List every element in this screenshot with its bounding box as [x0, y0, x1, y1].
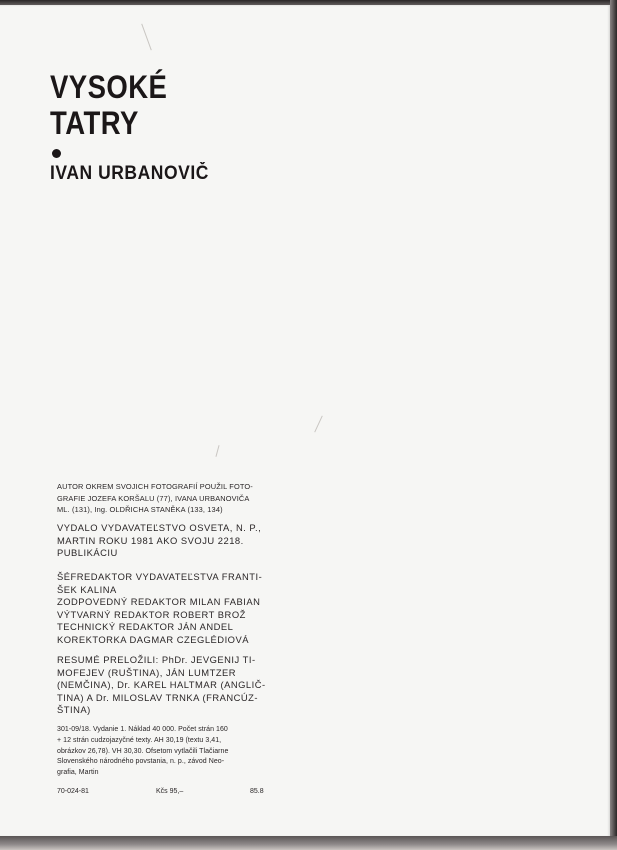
editors-list: ŠÉFREDAKTOR VYDAVATEĽSTVA FRANTI- ŠEK KALINA ZODPOVEDNÝ REDAKTOR MILAN FABIAN VÝTVARNÝ REDAKTOR ROBERT BROŽ TECHNICKÝ REDAKTOR JÁN ANDEL KOREKTORKA DAGMAR CZEGLÉDIOVÁ	[57, 571, 263, 645]
bullet-dot	[52, 149, 61, 158]
price: Kčs 95,–	[156, 788, 184, 795]
book-author: IVAN URBANOVIČ	[50, 163, 209, 184]
scratch-mark	[215, 445, 219, 457]
publisher-info: VYDALO VYDAVATEĽSTVO OSVETA, N. P., MARTIN ROKU 1981 AKO SVOJU 2218. PUBLIKÁCIU	[57, 522, 262, 559]
scratch-mark	[141, 24, 152, 51]
bottom-edge	[0, 836, 617, 850]
translators-info: RESUMÉ PRELOŽILI: PhDr. JEVGENIJ TI- MOFEJEV (RUŠTINA), JÁN LUMTZER (NEMČINA), Dr. KAREL HALTMAR (ANGLIČ- TINA) A Dr. MILOSLAV TRNKA (FRANCÚZ- ŠTINA)	[57, 654, 266, 716]
title-line-1: VYSOKÉ	[50, 69, 168, 105]
book-page	[0, 5, 611, 837]
book-title	[50, 69, 167, 141]
catalog-code: 70-024-81	[57, 788, 89, 795]
catalog-number: 85.8	[250, 788, 264, 795]
print-details: 301-09/18. Vydanie 1. Náklad 40 000. Počet strán 160 + 12 strán cudzojazyčné texty. AH 30,19 (textu 3,41, obrázkov 26,78). VH 30,30. Ofsetom vytlačili Tlačiarne Slovenského národného povstania, n. p., závod Neo- grafia, Martin	[57, 726, 229, 777]
right-edge	[610, 0, 617, 850]
title-line-2: TATRY	[50, 105, 139, 141]
scratch-mark	[314, 416, 323, 433]
photo-credits: AUTOR OKREM SVOJICH FOTOGRAFIÍ POUŽIL FOTO- GRAFIE JOZEFA KORŠALU (77), IVANA URBANOVIČA ML. (131), Ing. OLDŘICHA STANĚKA (133, 134)	[57, 482, 253, 514]
